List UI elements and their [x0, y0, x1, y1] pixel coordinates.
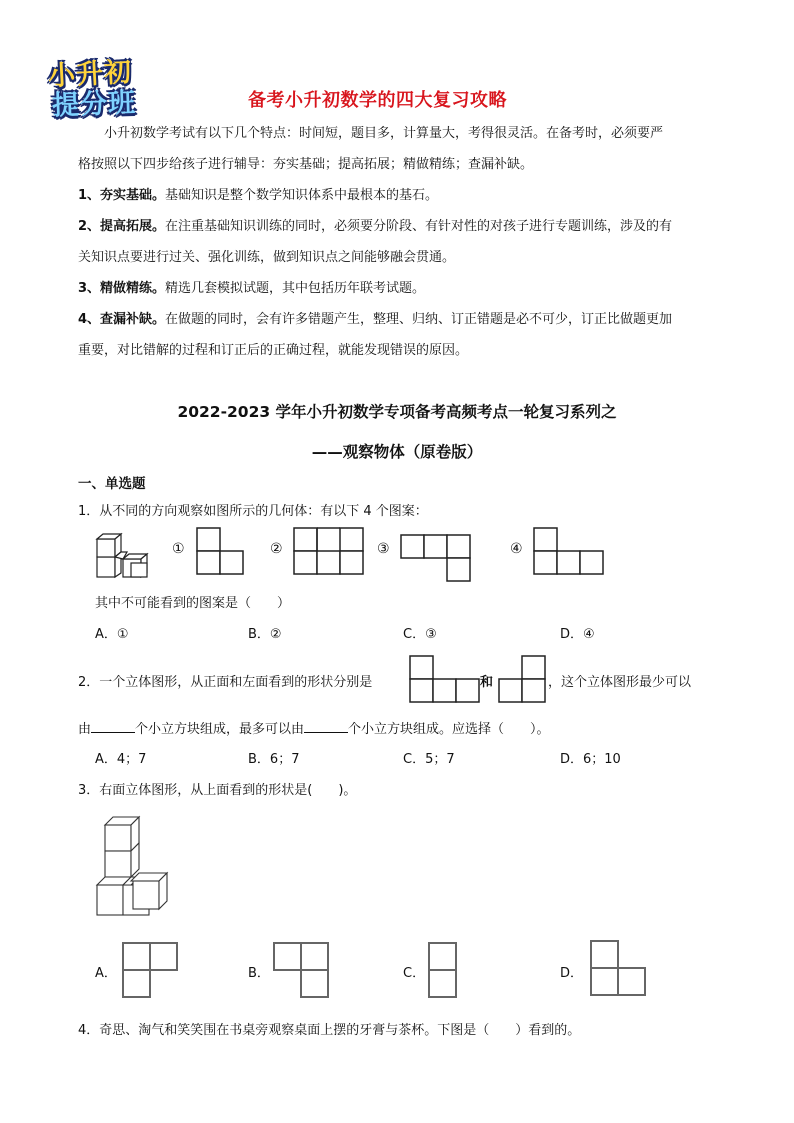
q1-solid-figure — [95, 533, 157, 581]
q3-option-d[interactable]: D． — [560, 966, 584, 981]
q2-option-d[interactable]: D．6；10 — [560, 752, 621, 767]
q3-solid-figure — [95, 815, 175, 921]
q1-ask: 其中不可能看到的图案是（ ） — [95, 596, 291, 611]
q2-line2 — [78, 718, 550, 737]
logo-line1: 小升初 — [47, 56, 133, 93]
q1-label-2: ② — [270, 541, 283, 557]
q1-pattern-1 — [196, 527, 246, 577]
series-title: 2022-2023 学年小升初数学专项备考高频考点一轮复习系列之 — [177, 403, 617, 421]
q1-option-d[interactable]: D．④ — [560, 627, 595, 642]
step-1-text: 基础知识是整个数学知识体系中最根本的基石。 — [165, 188, 439, 203]
q3-figure-d — [590, 940, 650, 1000]
q1-pattern-3 — [400, 534, 474, 586]
q2-line2-a: 由 — [78, 722, 92, 737]
q2-line2-b: 个小立方块组成，最多可以由 — [135, 722, 305, 737]
q2-blank-max[interactable] — [304, 720, 348, 733]
q2-stem-a: 2．一个立体图形，从正面和左面看到的形状分别是 — [78, 675, 373, 690]
q2-and: 和 — [480, 675, 494, 690]
q2-option-b[interactable]: B．6；7 — [248, 752, 300, 767]
section-heading: 一、单选题 — [78, 476, 146, 492]
step-1 — [78, 180, 718, 211]
header-title: 备考小升初数学的四大复习攻略 — [248, 90, 507, 111]
q4-stem: 4．奇思、淘气和笑笑围在书桌旁观察桌面上摆的牙膏与茶杯。下图是（ ）看到的。 — [78, 1023, 581, 1038]
q1-label-3: ③ — [377, 541, 390, 557]
q3-option-b[interactable]: B． — [248, 966, 270, 981]
step-2-head: 2、提高拓展。 — [78, 219, 166, 234]
step-4-text: 在做题的同时，会有许多错题产生，整理、归纳、订正错题是必不可少，订正比做题更加 — [165, 312, 673, 327]
series-subtitle: ——观察物体（原卷版） — [311, 443, 483, 461]
q1-label-4: ④ — [510, 541, 523, 557]
q3-stem: 3．右面立体图形，从上面看到的形状是( )。 — [78, 783, 357, 798]
logo — [47, 52, 166, 122]
step-2-text: 在注重基础知识训练的同时，必须要分阶段、有针对性的对孩子进行专题训练，涉及的有 — [165, 219, 673, 234]
intro-line2: 格按照以下四步给孩子进行辅导：夯实基础；提高拓展；精做精练；查漏补缺。 — [78, 157, 534, 172]
q2-blank-min[interactable] — [91, 720, 135, 733]
q1-stem: 1．从不同的方向观察如图所示的几何体：有以下 4 个图案： — [78, 504, 428, 519]
q1-option-c[interactable]: C．③ — [403, 627, 437, 642]
step-2-cont: 关知识点要进行过关、强化训练，做到知识点之间能够融会贯通。 — [78, 250, 456, 265]
q2-option-a[interactable]: A．4；7 — [95, 752, 147, 767]
q1-option-a[interactable]: A．① — [95, 627, 129, 642]
q3-figure-a — [122, 942, 180, 1000]
intro-line1: 小升初数学考试有以下几个特点：时间短，题目多，计算量大，考得很灵活。在备考时，必须要严 — [104, 126, 664, 141]
q3-option-a[interactable]: A． — [95, 966, 117, 981]
logo-line2: 提分班 — [51, 87, 137, 122]
q1-pattern-2 — [293, 527, 365, 577]
q2-option-c[interactable]: C．5；7 — [403, 752, 455, 767]
q1-label-1: ① — [172, 541, 185, 557]
q2-front-view — [409, 655, 481, 703]
step-3-head: 3、精做精练。 — [78, 281, 166, 296]
q2-stem-b: ，这个立体图形最少可以 — [548, 675, 692, 690]
step-4-head: 4、查漏补缺。 — [78, 312, 166, 327]
q3-figure-b — [273, 942, 331, 1000]
q2-line2-c: 个小立方块组成。应选择（ ）。 — [348, 722, 550, 737]
step-1-head: 1、夯实基础。 — [78, 188, 166, 203]
q1-pattern-4 — [533, 527, 607, 577]
step-3-text: 精选几套模拟试题，其中包括历年联考试题。 — [165, 281, 426, 296]
step-4-cont: 重要，对比错解的过程和订正后的正确过程，就能发现错误的原因。 — [78, 343, 469, 358]
step-3 — [78, 273, 718, 304]
step-2 — [78, 211, 718, 242]
q3-figure-c — [428, 942, 458, 1000]
q1-option-b[interactable]: B．② — [248, 627, 282, 642]
q2-left-view — [498, 655, 548, 703]
step-4 — [78, 304, 718, 335]
q3-option-c[interactable]: C． — [403, 966, 426, 981]
